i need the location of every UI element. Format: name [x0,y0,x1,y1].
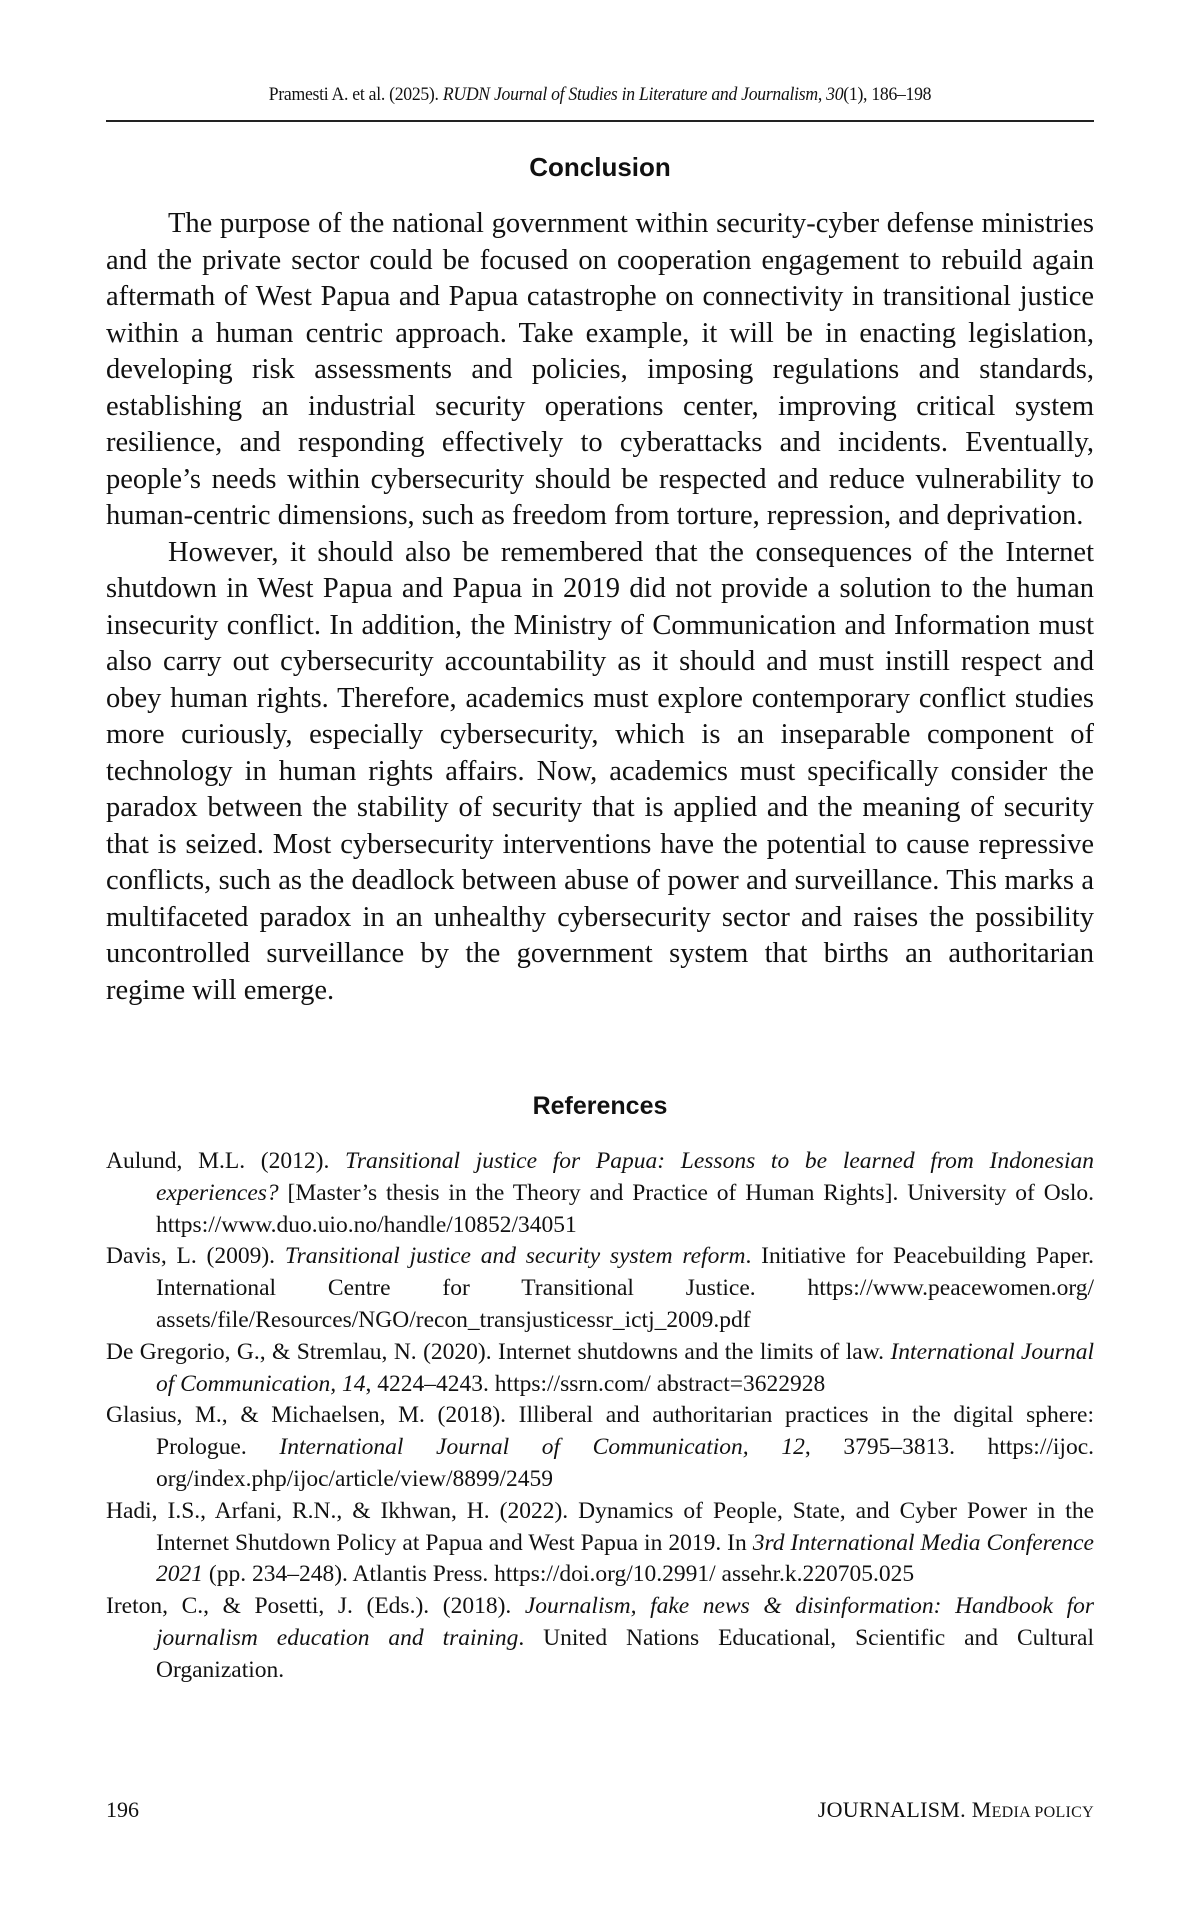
reference-item [106,1591,1094,1686]
conclusion-paragraph-2: However, it should also be remembered that the consequences of the Internet shutdown in West Papua and Papua in 2019 did not provide a solution to the human insecurity conflict. In addition, the Ministry of Communication and Information must also carry out cybersecurity accountability as it should and must instill respect and obey human rights. Therefore, academics must explore contemporary conflict studies more curiously, especially cybersecurity, which is an inseparable component of technology in human rights affairs. Now, academics must specifically consider the paradox between the stability of security that is applied and the meaning of security that is seized. Most cybersecurity interventions have the potential to cause repressive conflicts, such as the deadlock between abuse of power and surveillance. This marks a multifaceted paradox in an unhealthy cybersecurity sector and raises the possibility uncontrolled surveillance by the government system that births an authoritarian regime will emerge. [106,536,1094,1006]
reference-authors: De Gregorio, G., & Stremlau, N. (2020). Internet shutdowns and the limits of law. [106,1338,891,1365]
reference-item [106,1337,1094,1401]
reference-item [106,1400,1094,1495]
journal-name: RUDN Journal of Studies in Literature and Journalism [442,84,818,105]
separator: , [817,84,827,105]
references-heading: References [532,1092,668,1120]
reference-authors: Glasius, M., & Michaelsen, M. (2018). Illiberal and authoritarian practices in the digital sphere: Prologue. [106,1402,1094,1461]
reference-item [106,1146,1094,1241]
reference-authors: Davis, L. (2009). [106,1243,285,1270]
footer-smallcaps: EDIA POLICY [991,1804,1094,1821]
reference-list [106,1146,1094,1687]
conclusion-heading: Conclusion [529,152,671,182]
running-head [42,84,1158,106]
reference-item [106,1496,1094,1591]
reference-details: . United Nations Educational, Scientific and Cultural Organization. [156,1624,1094,1683]
reference-title: 3rd International Media Conference 2021 [156,1529,1094,1588]
reference-details: (pp. 234–248). Atlantis Press. https://doi.org/10.2991/ assehr.k.220705.025 [203,1561,915,1588]
conclusion-body [106,206,1094,1009]
reference-authors: Ireton, C., & Posetti, J. (Eds.). (2018). [106,1593,525,1620]
reference-authors: Aulund, M.L. (2012). [106,1148,346,1174]
reference-details: , 3795–3813. https://ijoc. org/index.php/ijoc/article/view/8899/2459 [156,1434,1095,1492]
reference-title: Transitional justice for Papua: Lessons to be learned from Indonesian experiences? [156,1148,1094,1206]
page-number: 196 [106,1797,139,1822]
reference-title: International Journal of Communication, 14 [156,1338,1094,1397]
conclusion-paragraph-1: The purpose of the national government within security-cyber defense ministries and the private sector could be focused on cooperation engagement to rebuild again aftermath of West Papua and Papua catastrophe on connectivity in transitional justice within a human centric approach. Take example, it will be in enacting legislation, developing risk assessments and policies, imposing regulations and standards, establishing an industrial security operations center, improving critical system resilience, and responding effectively to cyberattacks and incidents. Eventually, people’s needs within cybersecurity should be respected and reduce vulnerability to human-centric dimensions, such as freedom from torture, repression, and deprivation. [106,208,1094,531]
reference-title: Journalism, fake news & disinformation: Handbook for journalism education and training [156,1593,1094,1651]
reference-authors: Hadi, I.S., Arfani, R.N., & Ikhwan, H. (2022). Dynamics of People, State, and Cyber Power in the Internet Shutdown Policy at Papua and West Papua in 2019. In [106,1497,1094,1556]
citation-authors: Pramesti A. et al. (2025). [268,84,443,105]
footer-caps: JOURNALISM. [817,1797,972,1822]
header-rule [106,120,1094,122]
journal-section-footer [818,1797,1094,1823]
reference-item [106,1241,1094,1336]
journal-issue-pages: (1), 186–198 [843,84,932,105]
reference-details: , 4224–4243. https://ssrn.com/ abstract=3622928 [365,1370,826,1397]
reference-title: Transitional justice and security system reform [284,1243,746,1270]
footer-initial: M [971,1797,992,1822]
reference-details: . Initiative for Peacebuilding Paper. International Centre for Transitional Justice. https://www.peacewomen.org/ assets/file/Resources/NGO/recon_transjusticessr_ictj_2009.pdf [156,1243,1094,1333]
reference-details: [Master’s thesis in the Theory and Practice of Human Rights]. University of Oslo. https://www.duo.uio.no/handle/10852/34051 [156,1179,1094,1238]
journal-volume: 30 [826,84,844,105]
reference-title: International Journal of Communication, 12 [279,1434,805,1461]
